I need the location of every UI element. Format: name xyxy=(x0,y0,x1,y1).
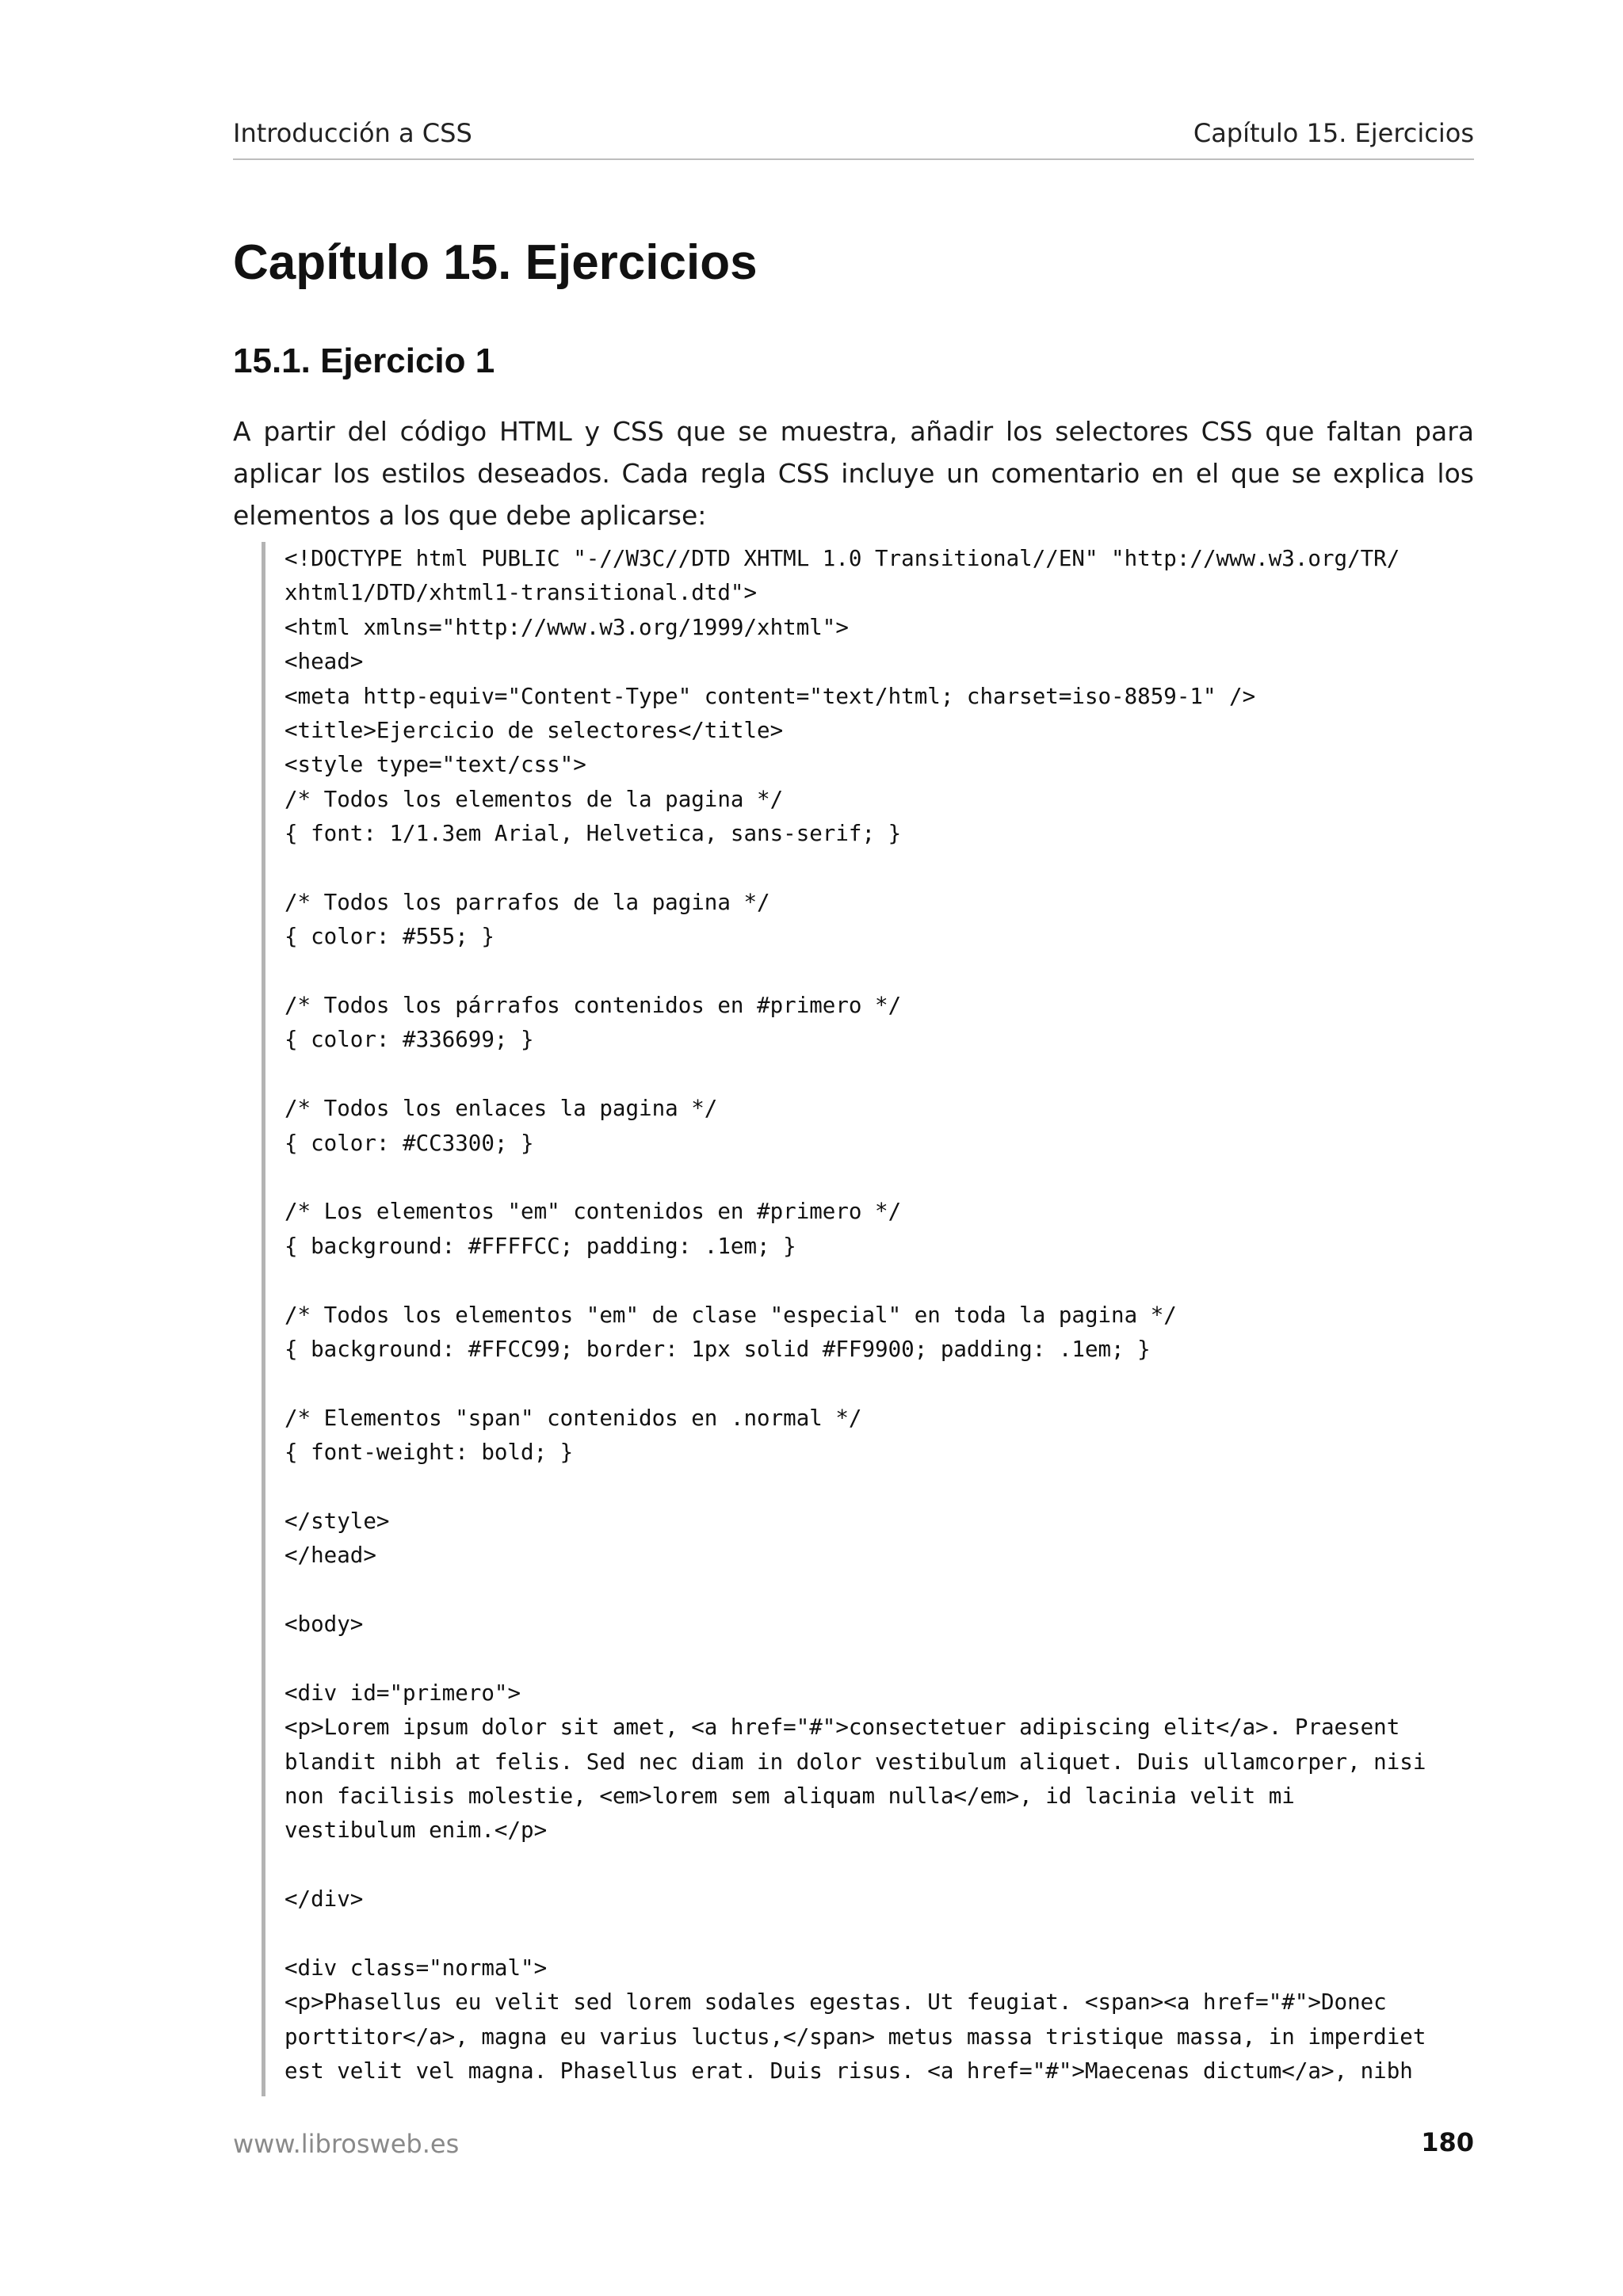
code-line xyxy=(285,1058,1498,1092)
code-line: <div id="primero"> xyxy=(285,1680,521,1706)
code-line: /* Los elementos "em" contenidos en #primero */ xyxy=(285,1199,902,1225)
code-line: </style> xyxy=(285,1508,390,1534)
code-line: { font: 1/1.3em Arial, Helvetica, sans-serif; } xyxy=(285,821,902,847)
code-line: { color: #CC3300; } xyxy=(285,1130,534,1156)
code-line xyxy=(285,1470,1498,1505)
code-line: { color: #336699; } xyxy=(285,1027,534,1053)
header-chapter-title: Capítulo 15. Ejercicios xyxy=(1193,118,1474,148)
code-line: xhtml1/DTD/xhtml1-transitional.dtd"> xyxy=(285,580,758,606)
code-line: /* Todos los elementos de la pagina */ xyxy=(285,786,784,812)
code-line: <title>Ejercicio de selectores</title> xyxy=(285,717,784,743)
code-line xyxy=(285,1917,1498,1951)
code-line xyxy=(285,955,1498,989)
code-line: blandit nibh at felis. Sed nec diam in dolor vestibulum aliquet. Duis ullamcorper, nisi xyxy=(285,1749,1426,1775)
code-line: est velit vel magna. Phasellus erat. Duis risus. <a href="#">Maecenas dictum</a>, nibh xyxy=(285,2058,1413,2084)
code-line: <meta http-equiv="Content-Type" content="text/html; charset=iso-8859-1" /> xyxy=(285,683,1256,709)
running-header xyxy=(233,117,1474,160)
code-line: /* Todos los párrafos contenidos en #primero */ xyxy=(285,993,902,1019)
code-line: </head> xyxy=(285,1543,376,1569)
code-line: { color: #555; } xyxy=(285,924,495,950)
code-line xyxy=(285,1367,1498,1401)
chapter-title: Capítulo 15. Ejercicios xyxy=(233,235,758,290)
code-line: <p>Phasellus eu velit sed lorem sodales egestas. Ut feugiat. <span><a href="#">Donec xyxy=(285,1989,1387,2016)
intro-paragraph: A partir del código HTML y CSS que se muestra, añadir los selectores CSS que faltan para aplicar los estilos deseados. Cada regla CSS incluye un comentario en el que se explica los elementos a los que debe aplicarse: xyxy=(233,416,1474,531)
code-line: <head> xyxy=(285,649,364,675)
code-line: { font-weight: bold; } xyxy=(285,1440,574,1466)
code-line: /* Todos los elementos "em" de clase "especial" en toda la pagina */ xyxy=(285,1302,1177,1328)
page-number: 180 xyxy=(1421,2127,1474,2157)
code-line: </div> xyxy=(285,1886,364,1913)
code-line xyxy=(285,1264,1498,1298)
code-line: <html xmlns="http://www.w3.org/1999/xhtml"> xyxy=(285,614,849,640)
code-line: <!DOCTYPE html PUBLIC "-//W3C//DTD XHTML 1.0 Transitional//EN" "http://www.w3.org/TR/ xyxy=(285,546,1400,571)
code-line: { background: #FFCC99; border: 1px solid #FF9900; padding: .1em; } xyxy=(285,1336,1151,1362)
code-line xyxy=(285,1573,1498,1608)
header-book-title: Introducción a CSS xyxy=(233,118,472,148)
code-line: non facilisis molestie, <em>lorem sem aliquam nulla</em>, id lacinia velit mi xyxy=(285,1783,1295,1810)
code-line: { background: #FFFFCC; padding: .1em; } xyxy=(285,1233,796,1259)
code-block xyxy=(262,542,1498,2096)
code-line: /* Todos los parrafos de la pagina */ xyxy=(285,889,770,915)
code-line: /* Todos los enlaces la pagina */ xyxy=(285,1096,718,1122)
code-line: /* Elementos "span" contenidos en .normal */ xyxy=(285,1405,862,1431)
code-line: porttitor</a>, magna eu varius luctus,</span> metus massa tristique massa, in imperdiet xyxy=(285,2023,1426,2050)
footer-url: www.librosweb.es xyxy=(233,2129,460,2159)
code-line: <div class="normal"> xyxy=(285,1955,548,1981)
code-line: <style type="text/css"> xyxy=(285,752,586,778)
code-line xyxy=(285,852,1498,886)
code-line: <body> xyxy=(285,1611,364,1638)
section-title: 15.1. Ejercicio 1 xyxy=(233,341,495,380)
code-line: <p>Lorem ipsum dolor sit amet, <a href="#">consectetuer adipiscing elit</a>. Praesent xyxy=(285,1714,1400,1741)
code-line xyxy=(285,1161,1498,1195)
code-line xyxy=(285,1848,1498,1882)
code-line: vestibulum enim.</p> xyxy=(285,1817,548,1844)
code-line xyxy=(285,1642,1498,1676)
